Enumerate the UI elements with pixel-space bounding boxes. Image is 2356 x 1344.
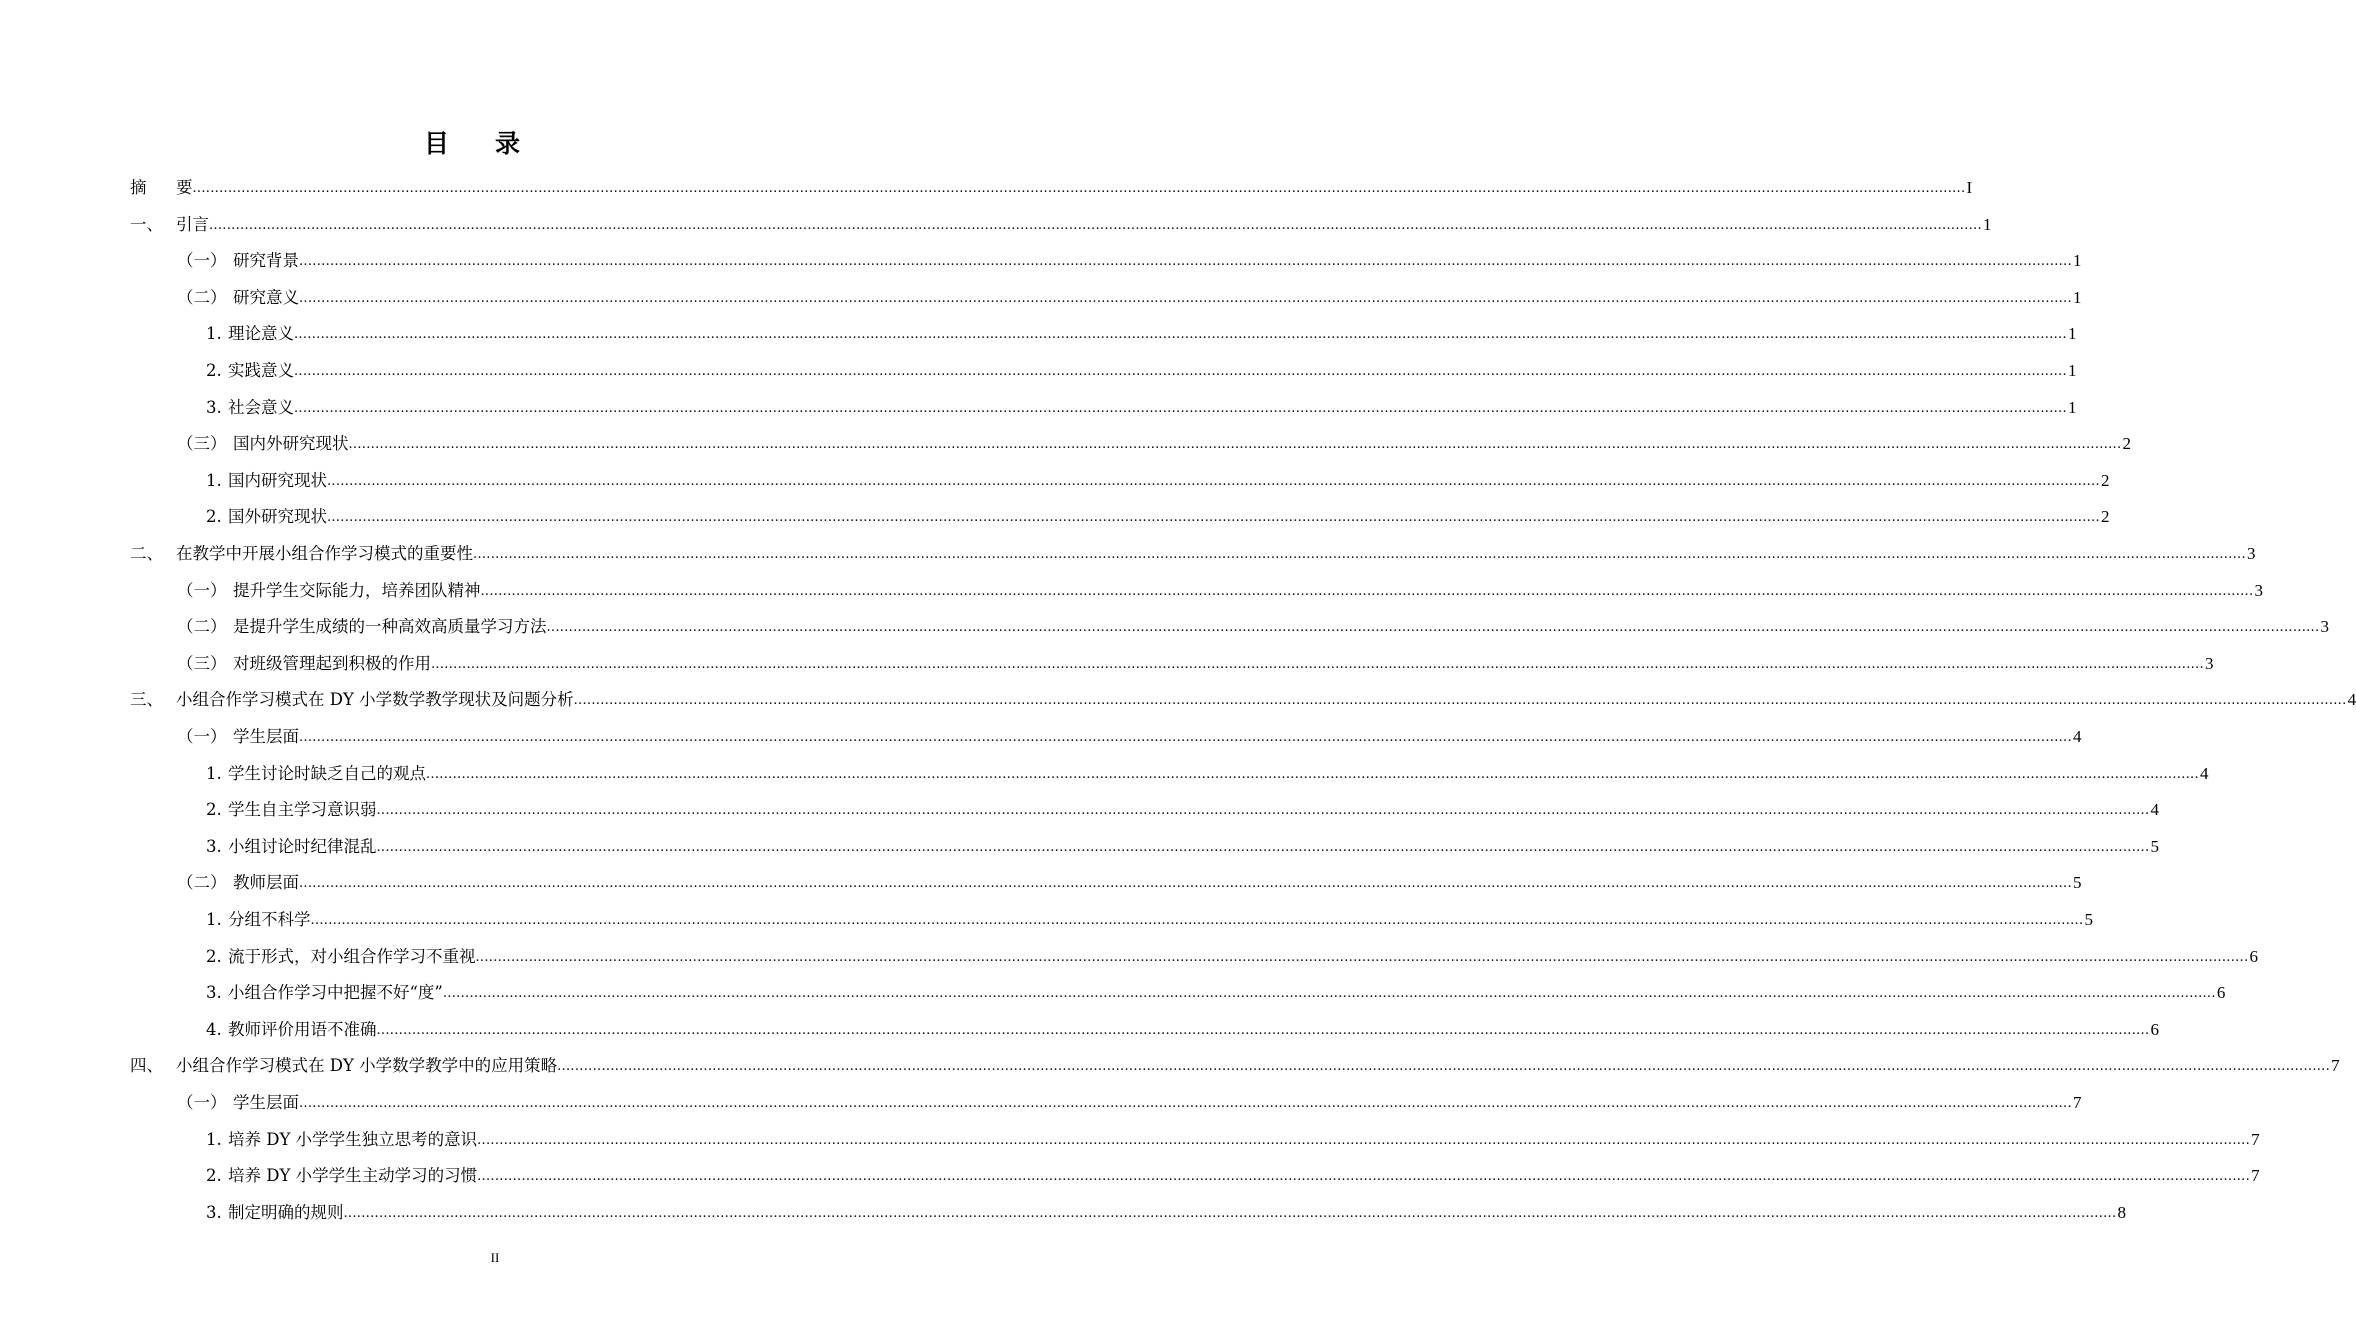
toc-entry-title: 教师层面: [233, 873, 299, 893]
toc-entry[interactable]: [130, 168, 1973, 198]
toc-dot-leader: ................................................................................................................................................................................................................................................................................................................................................................................................................: [557, 1059, 2331, 1075]
toc-entry-title: 社会意义: [228, 397, 294, 417]
toc-entry[interactable]: [206, 351, 2077, 381]
toc-entry-page: 6: [2216, 983, 2226, 1003]
toc-entry-number: （一）: [177, 251, 227, 271]
toc-entry-page: 7: [2251, 1166, 2260, 1186]
toc-dot-leader: ................................................................................................................................................................................................................................................................................................................................................................................................................: [192, 181, 1966, 196]
toc-dot-leader: ................................................................................................................................................................................................................................................................................................................................................................................................................: [299, 1096, 2072, 1111]
toc-entry[interactable]: [206, 314, 2077, 344]
toc-dot-leader: ................................................................................................................................................................................................................................................................................................................................................................................................................: [299, 254, 2072, 270]
toc-entry-number: 3.: [206, 836, 222, 856]
toc-entry[interactable]: [206, 388, 2077, 418]
toc-entry[interactable]: [177, 424, 2131, 454]
toc-entry-number: 一、: [130, 214, 163, 234]
toc-entry-title: 学生讨论时缺乏自己的观点: [228, 763, 426, 783]
toc-entry-number: （一）: [177, 580, 227, 600]
toc-entry-title: 要: [176, 178, 193, 197]
toc-entry[interactable]: [130, 1046, 2340, 1076]
toc-dot-leader: ................................................................................................................................................................................................................................................................................................................................................................................................................: [376, 803, 2150, 819]
toc-entry-page: 6: [2249, 946, 2258, 966]
toc-dot-leader: ................................................................................................................................................................................................................................................................................................................................................................................................................: [475, 949, 2249, 965]
toc-entry-number: 1.: [206, 1129, 222, 1149]
toc-entry-title: 实践意义: [228, 361, 294, 380]
toc-entry[interactable]: [177, 644, 2214, 674]
toc-entry-title: 培养 DY 小学学生独立思考的意识: [228, 1129, 478, 1149]
toc-entry-title: 学生自主学习意识弱: [228, 800, 377, 820]
toc-entry[interactable]: [177, 607, 2329, 637]
toc-entry-page: 5: [2150, 836, 2159, 856]
toc-entry-page: 6: [2150, 1019, 2159, 1039]
toc-entry-title: 制定明确的规则: [228, 1202, 344, 1222]
toc-entry-number: 3.: [206, 983, 222, 1003]
toc-entry-number: （三）: [177, 653, 227, 673]
toc-entry[interactable]: [206, 1010, 2159, 1040]
toc-entry-title: 国内研究现状: [228, 470, 327, 490]
toc-entry-title: 是提升学生成绩的一种高效高质量学习方法: [233, 617, 547, 637]
toc-entry-number: 2.: [206, 946, 222, 966]
toc-entry-number: 2.: [206, 1166, 222, 1186]
toc-dot-leader: ................................................................................................................................................................................................................................................................................................................................................................................................................: [294, 327, 2067, 343]
toc-entry[interactable]: [177, 278, 2082, 308]
toc-entry[interactable]: [206, 973, 2226, 1003]
toc-dot-leader: ................................................................................................................................................................................................................................................................................................................................................................................................................: [294, 400, 2067, 416]
toc-entry-title: 国内外研究现状: [233, 434, 349, 454]
toc-entry-page: 2: [2100, 507, 2110, 527]
toc-entry-page: 4: [2347, 690, 2356, 710]
toc-entry[interactable]: [206, 827, 2159, 857]
toc-entry-title: 研究背景: [233, 251, 299, 271]
toc-entry-number: （三）: [177, 434, 227, 454]
toc-entry-title: 研究意义: [233, 287, 299, 307]
toc-entry[interactable]: [206, 754, 2209, 784]
toc-entry[interactable]: [206, 790, 2159, 820]
toc-entry-title: 学生层面: [233, 727, 299, 746]
toc-entry-page: 3: [2246, 544, 2256, 563]
toc-entry-page: 7: [2251, 1129, 2260, 1149]
toc-entry[interactable]: [177, 717, 2082, 747]
toc-entry[interactable]: [130, 680, 2356, 710]
toc-entry[interactable]: [130, 205, 1992, 235]
toc-entry-page: 3: [2320, 617, 2329, 637]
toc-entry-page: 1: [2067, 397, 2077, 417]
toc-entry-page: 3: [2254, 580, 2263, 600]
toc-entry-page: 5: [2084, 910, 2093, 929]
toc-entry-title: 小组合作学习模式在 DY 小学数学教学中的应用策略: [176, 1056, 558, 1076]
toc-entry[interactable]: [206, 497, 2110, 527]
toc-entry-page: 1: [2072, 287, 2082, 307]
toc-entry-number: （二）: [177, 617, 227, 637]
toc-entry[interactable]: [206, 461, 2110, 491]
toc-entry-number: 1.: [206, 763, 222, 783]
toc-dot-leader: ................................................................................................................................................................................................................................................................................................................................................................................................................: [473, 547, 2246, 562]
toc-entry-title: 引言: [176, 214, 209, 234]
toc-entry[interactable]: [130, 534, 2256, 564]
toc-entry[interactable]: [177, 863, 2082, 893]
toc-dot-leader: ................................................................................................................................................................................................................................................................................................................................................................................................................: [376, 839, 2150, 855]
toc-dot-leader: ................................................................................................................................................................................................................................................................................................................................................................................................................: [209, 217, 1982, 233]
toc-entry[interactable]: [206, 900, 2093, 930]
toc-entry-title: 理论意义: [228, 324, 294, 344]
toc-entry[interactable]: [206, 1193, 2126, 1223]
toc-entry-number: 1.: [206, 324, 222, 344]
toc-entry-number: 四、: [130, 1056, 163, 1076]
toc-dot-leader: ................................................................................................................................................................................................................................................................................................................................................................................................................: [310, 913, 2084, 928]
toc-entry-page: 1: [2072, 251, 2082, 271]
toc-entry-number: 4.: [206, 1019, 222, 1039]
toc-dot-leader: ................................................................................................................................................................................................................................................................................................................................................................................................................: [426, 766, 2199, 782]
toc-dot-leader: ................................................................................................................................................................................................................................................................................................................................................................................................................: [442, 986, 2216, 1002]
toc-entry-page: 1: [1982, 214, 1992, 234]
toc-entry[interactable]: [206, 1156, 2260, 1186]
toc-entry[interactable]: [177, 1083, 2082, 1113]
toc-entry-page: 1: [2067, 324, 2077, 344]
toc-entry-page: 5: [2072, 873, 2082, 893]
toc-dot-leader: ................................................................................................................................................................................................................................................................................................................................................................................................................: [477, 1169, 2251, 1185]
toc-entry-page: 2: [2100, 470, 2110, 490]
toc-entry-title: 在教学中开展小组合作学习模式的重要性: [176, 544, 473, 563]
toc-dot-leader: ................................................................................................................................................................................................................................................................................................................................................................................................................: [546, 620, 2320, 636]
toc-entry-number: 2.: [206, 800, 222, 820]
toc-entry-number: 二、: [130, 544, 163, 563]
toc-dot-leader: ................................................................................................................................................................................................................................................................................................................................................................................................................: [327, 473, 2100, 489]
toc-entry-page: 2: [2122, 434, 2131, 454]
toc-entry-title: 提升学生交际能力，培养团队精神: [233, 580, 481, 600]
toc-entry-number: 2.: [206, 507, 222, 527]
toc-entry-number: 3.: [206, 397, 222, 417]
toc-entry-number: 摘: [130, 178, 168, 197]
toc-dot-leader: ................................................................................................................................................................................................................................................................................................................................................................................................................: [299, 290, 2072, 306]
toc-entry-title: 小组合作学习中把握不好“度”: [228, 983, 443, 1003]
toc-entry-number: （一）: [177, 727, 227, 746]
toc-entry-page: 7: [2072, 1093, 2082, 1112]
toc-entry-title: 小组合作学习模式在 DY 小学数学教学现状及问题分析: [176, 690, 574, 710]
toc-dot-leader: ................................................................................................................................................................................................................................................................................................................................................................................................................: [343, 1205, 2117, 1221]
toc-entry[interactable]: [206, 937, 2258, 967]
toc-entry-title: 流于形式，对小组合作学习不重视: [228, 946, 476, 966]
toc-entry-number: （一）: [177, 1093, 227, 1112]
toc-dot-leader: ................................................................................................................................................................................................................................................................................................................................................................................................................: [299, 730, 2072, 745]
toc-entry-title: 培养 DY 小学学生主动学习的习惯: [228, 1166, 478, 1186]
toc-entry[interactable]: [206, 1120, 2260, 1150]
toc-entry-number: 三、: [130, 690, 163, 710]
toc-entry-page: 1: [2067, 361, 2077, 380]
toc-entry[interactable]: [177, 571, 2263, 601]
toc-entry-title: 国外研究现状: [228, 507, 327, 527]
toc-entry-page: 7: [2331, 1056, 2340, 1076]
toc-entry-number: 3.: [206, 1202, 222, 1222]
page-number: II: [490, 1250, 500, 1265]
toc-entry-title: 小组讨论时纪律混乱: [228, 836, 377, 856]
toc-dot-leader: ................................................................................................................................................................................................................................................................................................................................................................................................................: [376, 1022, 2150, 1038]
toc-dot-leader: ................................................................................................................................................................................................................................................................................................................................................................................................................: [348, 437, 2122, 453]
toc-entry-page: 4: [2150, 800, 2159, 820]
toc-dot-leader: ................................................................................................................................................................................................................................................................................................................................................................................................................: [477, 1132, 2251, 1148]
toc-entry-number: （二）: [177, 287, 227, 307]
toc-entry[interactable]: [177, 241, 2082, 271]
toc-entry-page: 4: [2199, 763, 2209, 783]
toc-entry-page: 8: [2117, 1202, 2126, 1222]
toc-dot-leader: ................................................................................................................................................................................................................................................................................................................................................................................................................: [480, 583, 2254, 599]
toc-title: 目录: [423, 129, 566, 158]
toc-entry-number: 1.: [206, 470, 222, 490]
toc-dot-leader: ................................................................................................................................................................................................................................................................................................................................................................................................................: [294, 364, 2067, 379]
toc-entry-page: I: [1966, 178, 1973, 197]
toc-entry-title: 分组不科学: [228, 910, 311, 929]
toc-entry-title: 教师评价用语不准确: [228, 1019, 377, 1039]
toc-dot-leader: ................................................................................................................................................................................................................................................................................................................................................................................................................: [327, 510, 2100, 526]
toc-dot-leader: ................................................................................................................................................................................................................................................................................................................................................................................................................: [431, 656, 2204, 672]
toc-entry-number: （二）: [177, 873, 227, 893]
toc-dot-leader: ................................................................................................................................................................................................................................................................................................................................................................................................................: [573, 693, 2347, 709]
toc-entry-page: 4: [2072, 727, 2082, 746]
toc-entry-title: 学生层面: [233, 1093, 299, 1112]
toc-entry-title: 对班级管理起到积极的作用: [233, 653, 431, 673]
toc-entry-page: 3: [2204, 653, 2214, 673]
toc-dot-leader: ................................................................................................................................................................................................................................................................................................................................................................................................................: [299, 876, 2072, 892]
toc-entry-number: 1.: [206, 910, 222, 929]
toc-entry-number: 2.: [206, 361, 222, 380]
